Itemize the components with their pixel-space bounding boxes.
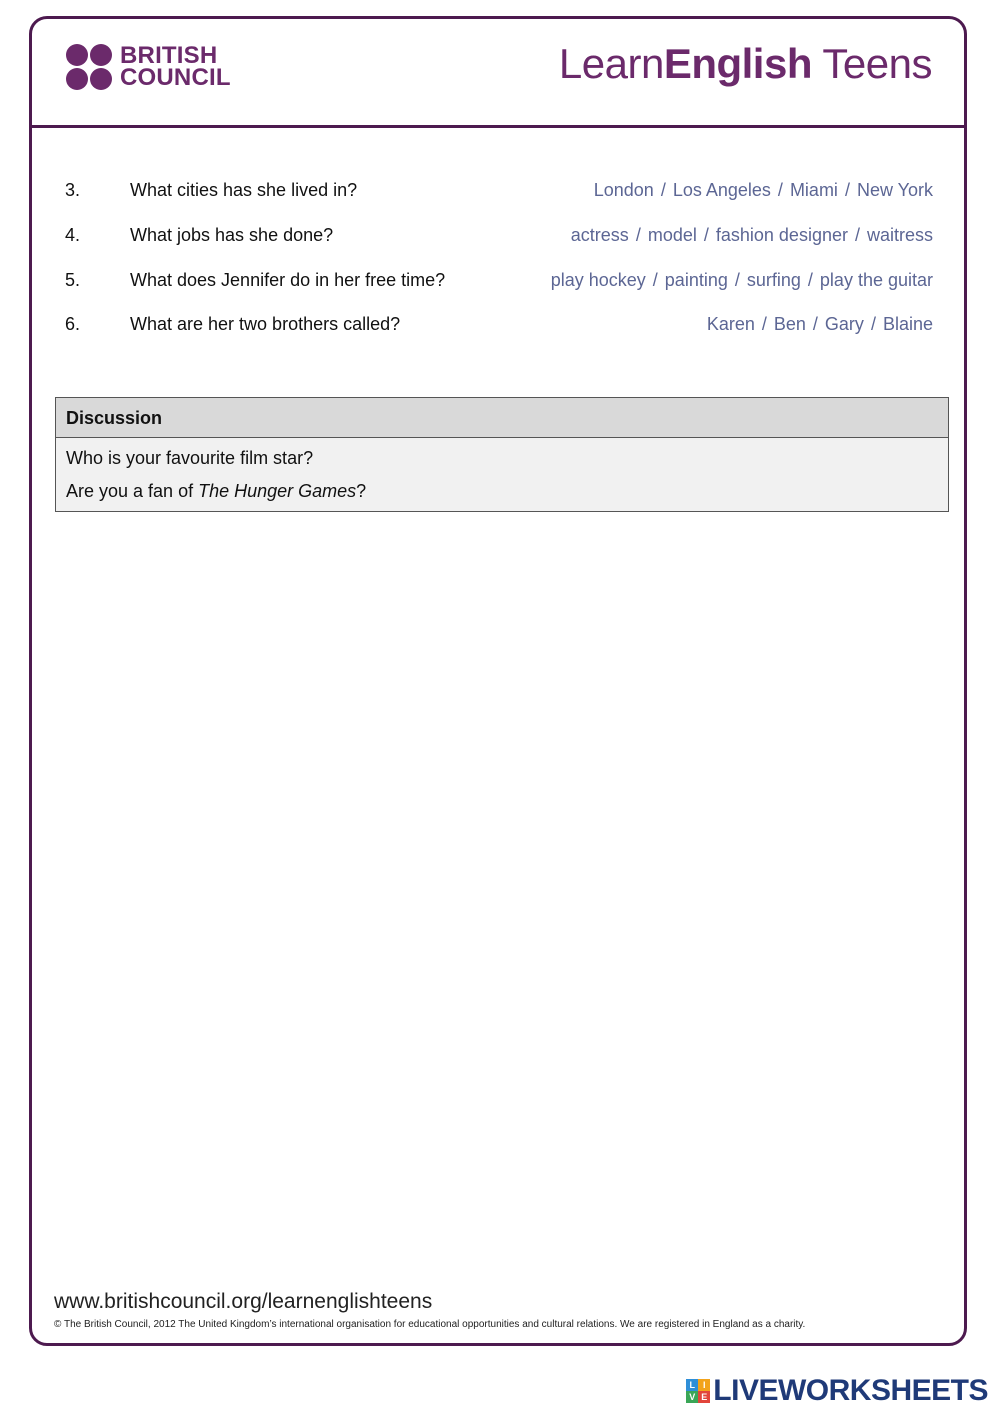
question-text: What jobs has she done?: [130, 225, 334, 245]
answer-option[interactable]: Gary: [824, 314, 864, 334]
question-row: [65, 270, 933, 294]
answer-option[interactable]: waitress: [866, 225, 933, 245]
answer-option[interactable]: actress: [570, 225, 629, 245]
answer-option[interactable]: play the guitar: [819, 270, 933, 290]
answer-option[interactable]: Ben: [773, 314, 806, 334]
answer-option[interactable]: Miami: [789, 180, 838, 200]
discussion-question: Are you a fan of The Hunger Games?: [66, 481, 367, 501]
question-row: [65, 314, 933, 338]
option-separator: /: [807, 270, 813, 290]
option-separator: /: [703, 225, 709, 245]
question-row: [65, 180, 933, 204]
header-divider: [29, 125, 967, 128]
answer-options: [707, 314, 933, 335]
answer-option[interactable]: surfing: [746, 270, 801, 290]
question-number: 3.: [65, 180, 81, 200]
answer-option[interactable]: play hockey: [550, 270, 646, 290]
question-number: 6.: [65, 314, 81, 334]
question-text: What does Jennifer do in her free time?: [130, 270, 446, 290]
answer-option[interactable]: fashion designer: [715, 225, 848, 245]
option-separator: /: [761, 314, 767, 334]
footer-copyright: © The British Council, 2012 The United Kingdom’s international organisation for educational opportunities and cultural relations. We are registered in England as a charity.: [54, 1319, 806, 1330]
question-row: [65, 225, 933, 249]
answer-option[interactable]: Los Angeles: [672, 180, 771, 200]
option-separator: /: [844, 180, 850, 200]
answer-option[interactable]: Karen: [706, 314, 755, 334]
option-separator: /: [734, 270, 740, 290]
question-number: 5.: [65, 270, 81, 290]
answer-options: [571, 225, 933, 246]
question-text: What are her two brothers called?: [130, 314, 401, 334]
option-separator: /: [854, 225, 860, 245]
discussion-question: Who is your favourite film star?: [66, 448, 314, 468]
page-frame: [29, 16, 967, 1346]
answer-option[interactable]: New York: [856, 180, 933, 200]
answer-option[interactable]: painting: [664, 270, 728, 290]
option-separator: /: [812, 314, 818, 334]
question-text: What cities has she lived in?: [130, 180, 358, 200]
british-council-wordmark: BRITISH COUNCIL: [120, 42, 231, 91]
british-council-logo: [66, 44, 231, 90]
discussion-box: [55, 397, 949, 512]
liveworksheets-logo-icon: L I V E: [686, 1379, 710, 1403]
discussion-heading: Discussion: [56, 398, 948, 438]
question-number: 4.: [65, 225, 81, 245]
option-separator: /: [652, 270, 658, 290]
footer-url: www.britishcouncil.org/learnenglishteens: [54, 1290, 433, 1313]
answer-options: [594, 180, 933, 201]
option-separator: /: [777, 180, 783, 200]
learnenglish-teens-logo: LearnEnglish Teens: [558, 40, 932, 87]
answer-option[interactable]: London: [593, 180, 654, 200]
option-separator: /: [660, 180, 666, 200]
option-separator: /: [635, 225, 641, 245]
answer-options: [551, 270, 933, 291]
british-council-dots-icon: [66, 44, 112, 90]
option-separator: /: [870, 314, 876, 334]
answer-option[interactable]: Blaine: [882, 314, 933, 334]
liveworksheets-watermark: [686, 1374, 988, 1408]
film-title: The Hunger Games: [198, 481, 357, 501]
liveworksheets-wordmark: LIVEWORKSHEETS: [713, 1374, 988, 1407]
answer-option[interactable]: model: [647, 225, 697, 245]
